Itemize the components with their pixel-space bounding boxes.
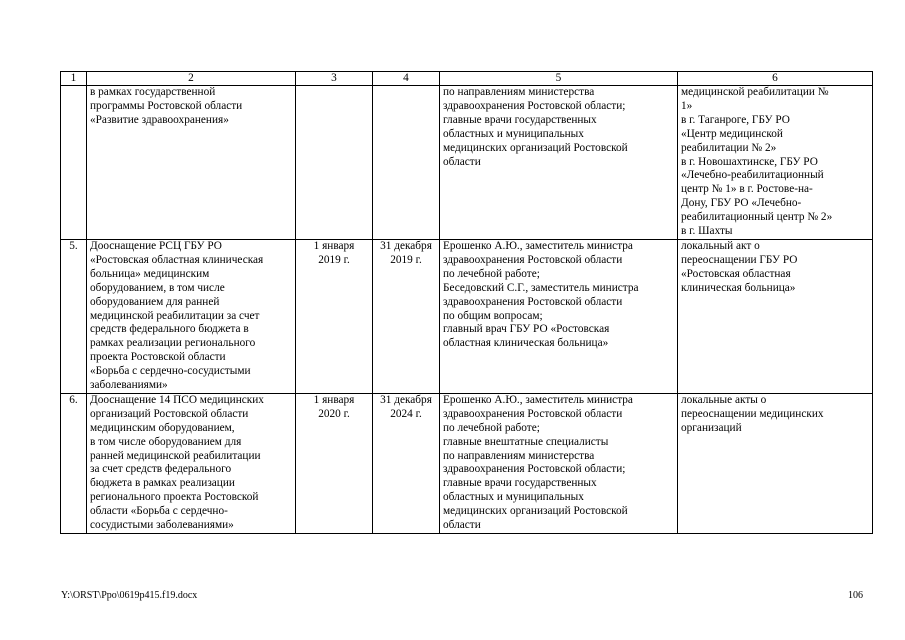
cell-result: медицинской реабилитации № 1» в г. Таганроге, ГБУ РО «Центр медицинской реабилитации № 2» в г. Новошахтинске, ГБУ РО «Лечебно-реабилитационный центр № 1» в г. Ростове-на- Дону, ГБУ РО «Лечебно- реабилитационный центр № 2» в г. Шахты	[678, 86, 873, 240]
cell-responsible: по направлениям министерства здравоохранения Ростовской области; главные врачи государственных областных и муниципальных медицинских организаций Ростовской области	[440, 86, 678, 240]
page-number: 106	[848, 590, 863, 601]
cell-result: локальный акт о переоснащении ГБУ РО «Ростовская областная клиническая больница»	[678, 239, 873, 393]
cell-num: 5.	[61, 239, 87, 393]
cell-measure: Дооснащение РСЦ ГБУ РО «Ростовская областная клиническая больница» медицинским оборудованием, в том числе оборудованием для ранней медицинской реабилитации за счет средств федерального бюджета в рамках реализации регионального проекта Ростовской области «Борьба с сердечно-сосудистыми заболеваниями»	[87, 239, 296, 393]
cell-start: 1 января 2020 г.	[296, 393, 373, 533]
table-row	[61, 393, 873, 533]
cell-start	[296, 86, 373, 240]
measures-table	[60, 71, 873, 534]
col-header-5: 5	[440, 72, 678, 86]
cell-start: 1 января 2019 г.	[296, 239, 373, 393]
cell-end: 31 декабря 2024 г.	[373, 393, 440, 533]
cell-num	[61, 86, 87, 240]
cell-measure: в рамках государственной программы Ростовской области «Развитие здравоохранения»	[87, 86, 296, 240]
file-path: Y:\ORST\Ppo\0619p415.f19.docx	[61, 590, 198, 601]
table-row	[61, 86, 873, 240]
cell-responsible: Ерошенко А.Ю., заместитель министра здравоохранения Ростовской области по лечебной работе; главные внештатные специалисты по направлениям министерства здравоохранения Ростовской области; главные врачи государственных областных и муниципальных медицинских организаций Ростовской области	[440, 393, 678, 533]
cell-responsible: Ерошенко А.Ю., заместитель министра здравоохранения Ростовской области по лечебной работе; Беседовский С.Г., заместитель министра здравоохранения Ростовской области по общим вопросам; главный врач ГБУ РО «Ростовская областная клиническая больница»	[440, 239, 678, 393]
col-header-6: 6	[678, 72, 873, 86]
col-header-2: 2	[87, 72, 296, 86]
cell-result: локальные акты о переоснащении медицинских организаций	[678, 393, 873, 533]
cell-measure: Дооснащение 14 ПСО медицинских организаций Ростовской области медицинским оборудованием, в том числе оборудованием для ранней медицинской реабилитации за счет средств федерального бюджета в рамках реализации регионального проекта Ростовской области «Борьба с сердечно- сосудистыми заболеваниями»	[87, 393, 296, 533]
col-header-1: 1	[61, 72, 87, 86]
cell-end: 31 декабря 2019 г.	[373, 239, 440, 393]
col-header-3: 3	[296, 72, 373, 86]
cell-num: 6.	[61, 393, 87, 533]
cell-end	[373, 86, 440, 240]
header-row	[61, 72, 873, 86]
table-row	[61, 239, 873, 393]
col-header-4: 4	[373, 72, 440, 86]
